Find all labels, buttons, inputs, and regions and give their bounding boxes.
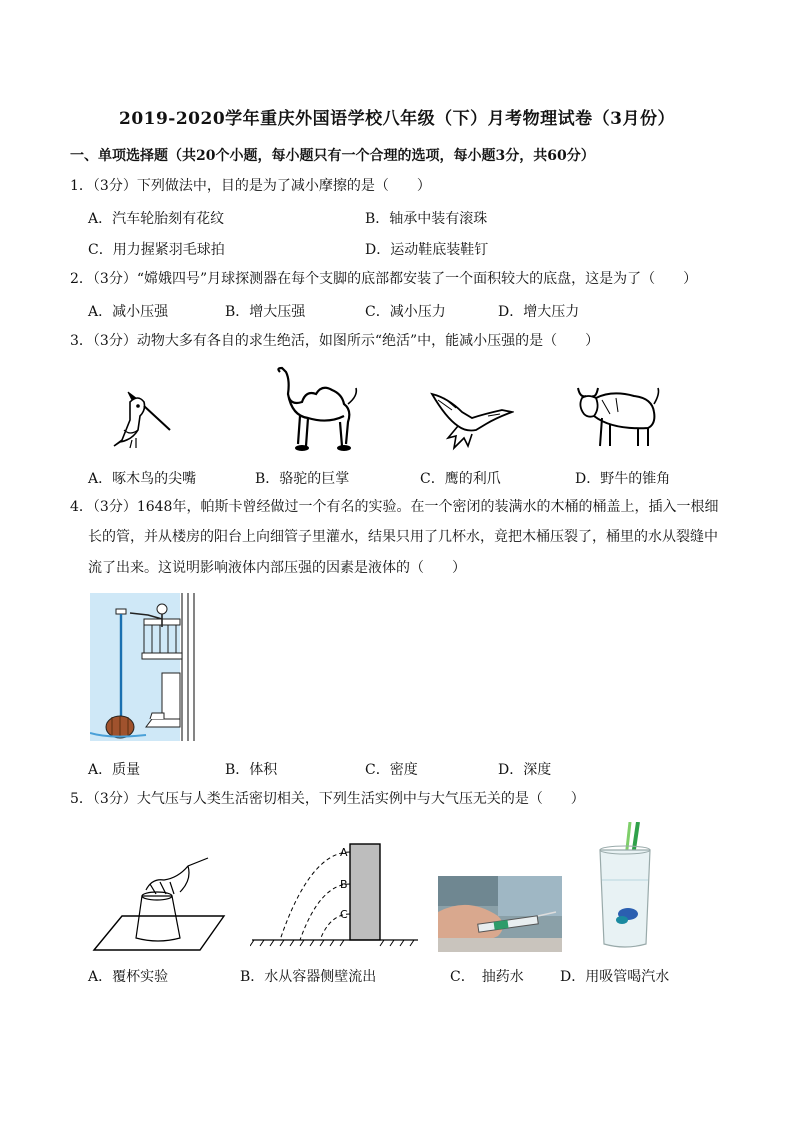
q2-option-b: B．增大压强 <box>225 304 306 320</box>
page-title: 2019-2020学年重庆外国语学校八年级（下）月考物理试卷（3月份） <box>118 109 675 129</box>
eagle-figure <box>428 388 514 454</box>
q4-option-a: A．质量 <box>88 762 141 778</box>
bison-figure <box>572 384 662 452</box>
q3-option-a: A．啄木鸟的尖嘴 <box>88 471 197 487</box>
cup-experiment-figure <box>92 850 226 954</box>
camel-figure <box>272 366 362 452</box>
question-4-stem-line-1: 4．（3分）1648年，帕斯卡曾经做过一个有名的实验。在一个密闭的装满水的木桶的桶盖上，插入一根细 <box>70 499 719 515</box>
pascal-barrel-figure <box>90 593 202 741</box>
q2-option-d: D．增大压力 <box>498 304 580 320</box>
straw-glass-figure <box>594 822 656 950</box>
q3-option-d: D．野牛的锥角 <box>575 471 671 487</box>
question-1-stem: 1．（3分）下列做法中，目的是为了减小摩擦的是（ ） <box>70 178 431 194</box>
q4-option-d: D．深度 <box>498 762 552 778</box>
q5-option-b: B．水从容器侧壁流出 <box>240 969 377 985</box>
q5-option-a: A．覆杯实验 <box>88 969 169 985</box>
question-5-stem: 5．（3分）大气压与人类生活密切相关，下列生活实例中与大气压无关的是（ ） <box>70 791 585 807</box>
q5-option-d: D．用吸管喝汽水 <box>560 969 670 985</box>
label-b: B <box>340 878 348 891</box>
question-4-stem-line-2: 长的管，并从楼房的阳台上向细管子里灌水，结果只用了几杯水，竟把木桶压裂了，桶里的水从裂缝中 <box>88 529 718 545</box>
woodpecker-figure <box>108 390 178 450</box>
question-4-stem-line-3: 流了出来。这说明影响液体内部压强的因素是液体的（ ） <box>88 560 466 576</box>
q2-option-a: A．减小压强 <box>88 304 169 320</box>
label-a: A <box>340 846 348 859</box>
q1-option-b: B．轴承中装有滚珠 <box>365 211 488 227</box>
section-heading: 一、单项选择题（共20个小题，每小题只有一个合理的选项，每小题3分，共60分） <box>70 148 595 164</box>
q2-option-c: C．减小压力 <box>365 304 446 320</box>
q1-option-d: D．运动鞋底装鞋钉 <box>365 242 489 258</box>
q1-option-a: A．汽车轮胎刻有花纹 <box>88 211 225 227</box>
q3-option-b: B．骆驼的巨掌 <box>255 471 350 487</box>
q4-option-b: B．体积 <box>225 762 278 778</box>
syringe-photo-figure <box>438 876 562 952</box>
label-c: C <box>340 908 348 921</box>
question-3-stem: 3．（3分）动物大多有各自的求生绝活，如图所示“绝活”中，能减小压强的是（ ） <box>70 333 600 349</box>
q4-option-c: C．密度 <box>365 762 418 778</box>
q5-option-c: C． 抽药水 <box>450 969 524 985</box>
q3-option-c: C．鹰的利爪 <box>420 471 501 487</box>
question-2-stem: 2．（3分）“嫦娥四号”月球探测器在每个支脚的底部都安装了一个面积较大的底盘，这是为了（ ） <box>70 271 698 287</box>
container-flow-figure <box>250 842 420 954</box>
q1-option-c: C．用力握紧羽毛球拍 <box>88 242 225 258</box>
